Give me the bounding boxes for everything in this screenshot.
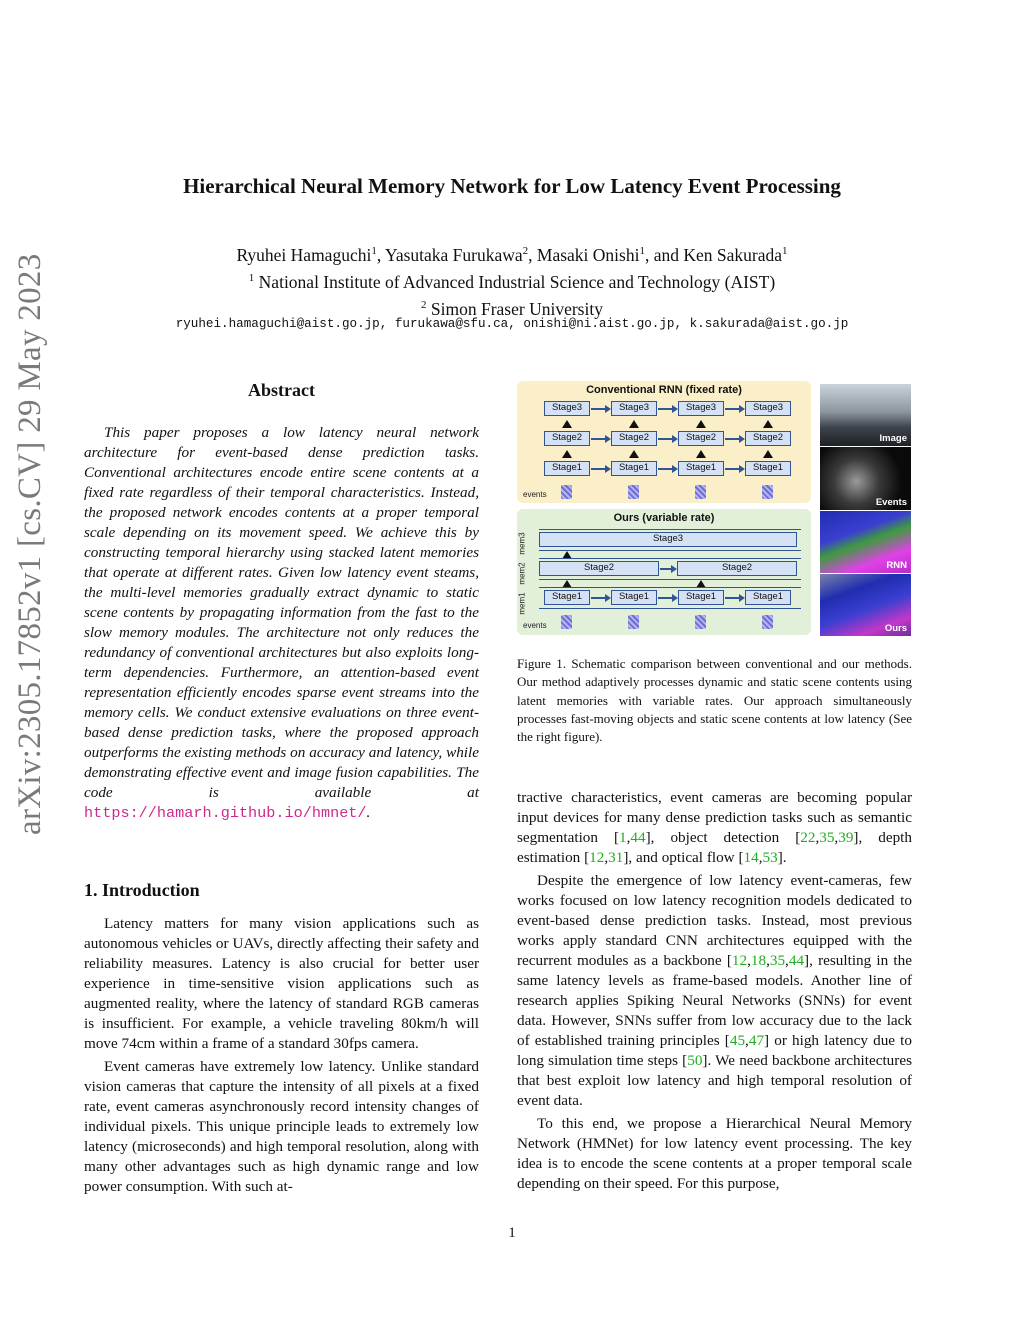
image-thumbnail (820, 384, 911, 446)
recurrent-arrow (591, 468, 606, 470)
author-2: Yasutaka Furukawa (384, 244, 523, 265)
rnn-result-label: RNN (886, 560, 907, 571)
stage2-box: Stage2 (611, 431, 657, 446)
affiliation-1: $^1$ National Institute of Advanced Industrial Science and Technology (AIST) (248, 271, 776, 292)
stage1-box: Stage1 (611, 590, 657, 605)
stage2-box: Stage2 (678, 431, 724, 446)
citation[interactable]: 35 (819, 829, 835, 846)
events-thumbnail (820, 447, 911, 510)
author-names: Ryuhei Hamaguchi$^1$, Yasutaka Furukawa$^2$, Masaki Onishi$^1$, and Ken Sakurada$^1$ (236, 244, 788, 265)
text-span: ]. We need backbone architectures that best exploit low latency and high temporal resolution of event data. (517, 1052, 912, 1109)
stage1-box: Stage1 (745, 461, 791, 476)
ours-result-thumbnail (820, 574, 911, 636)
ours-result-label: Ours (884, 623, 907, 634)
up-arrow (696, 420, 706, 428)
abstract-paragraph (84, 423, 479, 823)
recurrent-arrow (725, 408, 740, 410)
stage1-box: Stage1 (544, 590, 590, 605)
figure-1-caption: Figure 1. Schematic comparison between conventional and our methods. Our method adaptively processes dynamic and static scene contents using latent memories with variable rates. Our approach simultaneously processes fast-moving objects and static scene contents at low latency (See the right figure). (517, 656, 912, 745)
right-column-text (517, 788, 912, 1197)
event-stream-icon (762, 485, 773, 499)
stage2-box: Stage2 (677, 561, 797, 576)
events-label: events (523, 621, 547, 630)
arxiv-identifier: arXiv:2305.17852v1 [cs.CV] 29 May 2023 (12, 253, 48, 835)
stage3-box: Stage3 (539, 532, 797, 547)
stage3-box: Stage3 (611, 401, 657, 416)
citation[interactable]: 14 (743, 849, 759, 866)
affiliation-2: $^2$ Simon Fraser University (421, 298, 603, 319)
recurrent-arrow (725, 438, 740, 440)
text-span: ] or high latency due to long simulation time steps [ (517, 1032, 912, 1069)
text-span: ], resulting in the same latency levels as frame-based models. Another line of research applies Spiking Neural Networks (SNNs) for event data. However, SNNs suffer from low accuracy due to the lack of established training principles [ (517, 952, 912, 1049)
citation[interactable]: 53 (762, 849, 778, 866)
stage3-box: Stage3 (678, 401, 724, 416)
stage1-box: Stage1 (544, 461, 590, 476)
affiliation-2-text: Simon Fraser University (430, 298, 603, 319)
memory-line (539, 550, 801, 551)
stage1-box: Stage1 (611, 461, 657, 476)
mem2-label: mem2 (517, 562, 527, 585)
up-arrow (629, 450, 639, 458)
image-thumbnail-label: Image (879, 433, 907, 444)
rnn-result-thumbnail (820, 511, 911, 573)
memory-line (539, 608, 801, 609)
abstract-end: . (366, 804, 371, 821)
text-span: ], and optical flow [ (623, 849, 744, 866)
event-stream-icon (695, 485, 706, 499)
up-arrow (763, 420, 773, 428)
mem1-label: mem1 (517, 592, 527, 615)
stage3-box: Stage3 (544, 401, 590, 416)
mem3-label: mem3 (517, 532, 527, 555)
citation[interactable]: 45 (729, 1032, 746, 1049)
event-stream-icon (628, 615, 639, 629)
intro-paragraph-2: Event cameras have extremely low latency. Unlike standard vision cameras that capture the intensity of all pixels at a fixed rate, event cameras asynchronously record intensity changes of individual pixels. This unique principle leads to extremely low latency (microseconds) and high temporal resolution, along with many other advantages such as high dynamic range and low power consumption. With such at- (84, 1058, 479, 1195)
events-label: events (523, 490, 547, 499)
event-stream-icon (561, 615, 572, 629)
stage3-box: Stage3 (745, 401, 791, 416)
stage1-box: Stage1 (678, 590, 724, 605)
intro-paragraph-4: Despite the emergence of low latency event-cameras, few works focused on low latency recognition models dedicated to event-based dense prediction tasks. Instead, most previous works apply standard CNN architectures equipped with the recurrent modules as a backbone [12,18,35,44], resulting in the same latency levels as frame-based models. Another line of research applies Spiking Neural Networks (SNNs) for event data. However, SNNs suffer from low accuracy due to the lack of established training principles [45,47] or high latency due to long simulation time steps [50]. We need backbone architectures that best exploit low latency and high temporal resolution of event data. (517, 872, 912, 1109)
citation[interactable]: 44 (630, 829, 646, 846)
up-arrow (763, 450, 773, 458)
text-span: ]. (777, 849, 787, 866)
abstract-body (84, 423, 479, 823)
code-link[interactable]: https://hamarh.github.io/hmnet/ (84, 804, 367, 822)
citation[interactable]: 22 (800, 829, 816, 846)
citation[interactable]: 50 (687, 1052, 703, 1069)
author-block (0, 240, 1024, 320)
citation[interactable]: 12 (589, 849, 605, 866)
up-arrow (562, 420, 572, 428)
affiliation-1-text: National Institute of Advanced Industrial Science and Technology (AIST) (258, 271, 776, 292)
event-stream-icon (695, 615, 706, 629)
author-3: Masaki Onishi (536, 244, 640, 265)
citation[interactable]: 18 (750, 952, 767, 969)
left-column-text (84, 914, 479, 1200)
memory-line (539, 587, 801, 588)
stage2-box: Stage2 (745, 431, 791, 446)
stage1-box: Stage1 (745, 590, 791, 605)
figure-1 (517, 381, 912, 637)
citation[interactable]: 39 (838, 829, 854, 846)
page-number: 1 (508, 1225, 516, 1241)
recurrent-arrow (591, 408, 606, 410)
conventional-rnn-panel (517, 381, 811, 503)
citation[interactable]: 31 (608, 849, 624, 866)
intro-paragraph-1: Latency matters for many vision applications such as autonomous vehicles or UAVs, directly affecting their safety and reliability measures. Latency is also crucial for better user experience in time-sensitive vision applications such as augmented reality, where the latency of standard RGB cameras is insufficient. For example, a vehicle traveling 80km/h will move 74cm within a frame of a standard 30fps camera. (84, 915, 479, 1052)
recurrent-arrow (658, 438, 673, 440)
abstract-heading: Abstract (248, 380, 315, 400)
text-span: tractive characteristics, event cameras are becoming popular input devices for many dense prediction tasks such as semantic segmentation [ (517, 789, 912, 846)
citation[interactable]: 1 (619, 829, 627, 846)
stage2-box: Stage2 (539, 561, 659, 576)
text-span: Despite the emergence of low latency event-cameras, few works focused on low latency recognition models dedicated to event-based dense prediction tasks. Instead, most previous works apply standard CNN architectures equipped with the recurrent modules as a backbone [ (517, 872, 912, 969)
event-stream-icon (762, 615, 773, 629)
recurrent-arrow (591, 597, 606, 599)
memory-line (539, 558, 801, 559)
memory-line (539, 579, 801, 580)
author-emails: ryuhei.hamaguchi@aist.go.jp, furukawa@sfu.ca, onishi@ni.aist.go.jp, k.sakurada@aist.go.jp (175, 317, 849, 331)
citation[interactable]: 44 (788, 952, 805, 969)
intro-paragraph-5: To this end, we propose a Hierarchical Neural Memory Network (HMNet) for low latency event processing. The key idea is to encode the scene contents at a proper temporal scale depending on their speed. For this purpose, (517, 1115, 912, 1192)
paper-title: Hierarchical Neural Memory Network for Low Latency Event Processing (183, 174, 841, 198)
intro-paragraph-3: tractive characteristics, event cameras are becoming popular input devices for many dense prediction tasks such as semantic segmentation [1,44], object detection [22,35,39], depth estimation [12,31], and optical flow [14,53]. (517, 789, 912, 866)
conventional-rnn-title: Conventional RNN (fixed rate) (586, 384, 742, 396)
event-stream-icon (561, 485, 572, 499)
ours-title: Ours (variable rate) (613, 512, 715, 524)
ours-panel (517, 509, 811, 635)
intro-heading: 1. Introduction (84, 880, 200, 900)
citation[interactable]: 47 (748, 1032, 765, 1049)
text-span: ], object detection [ (645, 829, 801, 846)
memory-line (539, 529, 801, 530)
text-span: ], depth estimation [ (517, 829, 912, 866)
recurrent-arrow (725, 597, 740, 599)
up-arrow (562, 450, 572, 458)
recurrent-arrow (658, 468, 673, 470)
citation[interactable]: 12 (731, 952, 748, 969)
author-4: Ken Sakurada (683, 244, 783, 265)
author-1: Ryuhei Hamaguchi (236, 244, 372, 265)
events-thumbnail-label: Events (875, 497, 907, 508)
recurrent-arrow (658, 597, 673, 599)
recurrent-arrow (725, 468, 740, 470)
recurrent-arrow (658, 408, 673, 410)
up-arrow (629, 420, 639, 428)
up-arrow (696, 450, 706, 458)
event-stream-icon (628, 485, 639, 499)
stage1-box: Stage1 (678, 461, 724, 476)
recurrent-arrow (660, 568, 672, 570)
stage2-box: Stage2 (544, 431, 590, 446)
abstract-text: This paper proposes a low latency neural network architecture for event-based dense prediction tasks. Conventional architectures encode entire scene contents at a fixed rate regardless of their temporal characteristics. Instead, the proposed network encodes contents at a proper temporal scale depending on its movement speed. We achieve this by constructing temporal hierarchy using stacked latent memories that operate at different rates. Given low latency event steams, the multi-level memories gradually extract dynamic to static scene contents by propagating information from the fast to the slow memory modules. The architecture not only reduces the redundancy of conventional architectures but also exploits long-term dependencies. Furthermore, an attention-based event representation efficiently encodes sparse event streams into the memory cells. We conduct extensive evaluations on three event-based dense prediction tasks, where the proposed approach outperforms the existing methods on accuracy and latency, while demonstrating effective event and image fusion capabilities. The code is available at (84, 424, 479, 801)
citation[interactable]: 35 (769, 952, 786, 969)
recurrent-arrow (591, 438, 606, 440)
